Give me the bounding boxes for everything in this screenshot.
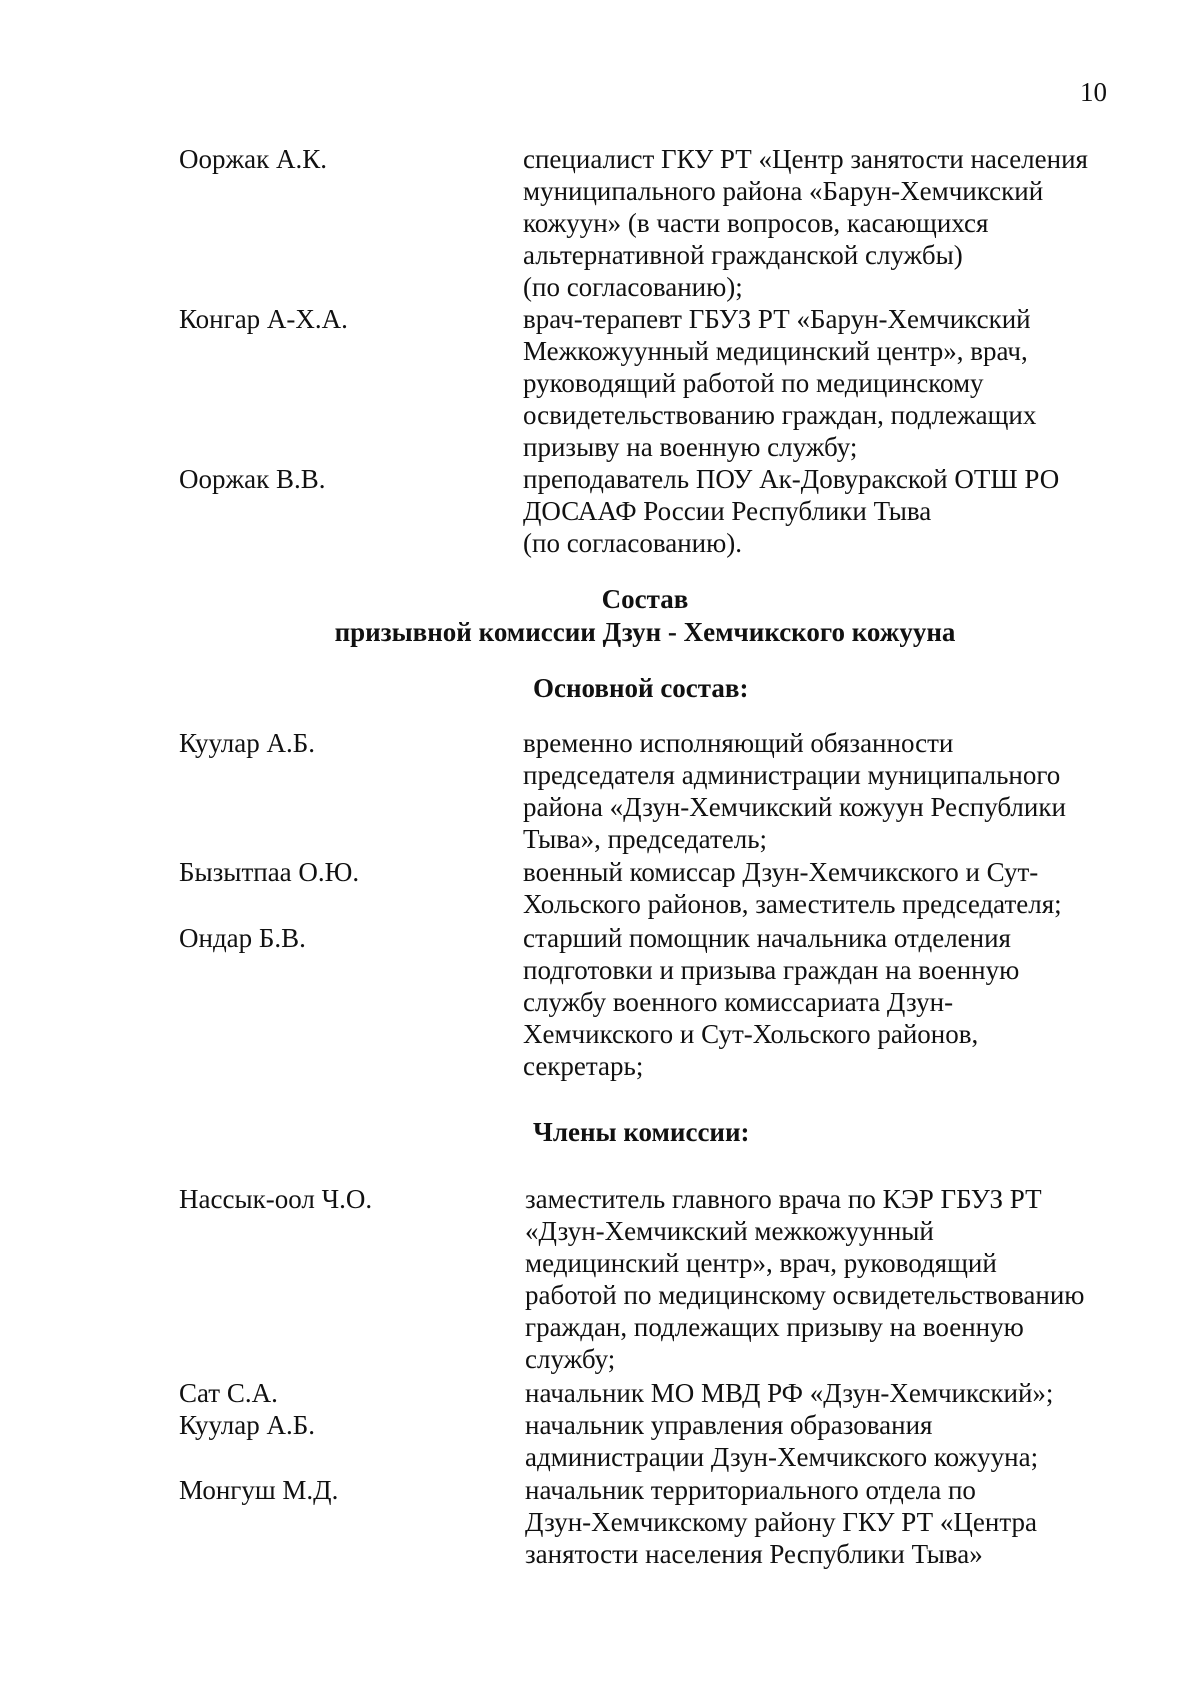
description-line: Тыва», председатель; [523, 824, 768, 854]
description-line: призыву на военную службу; [523, 432, 858, 462]
page-number: 10 [1080, 77, 1107, 107]
member-name: Конгар А-Х.А. [179, 304, 348, 334]
description-line: Дзун-Хемчикскому району ГКУ РТ «Центра [525, 1507, 1037, 1537]
description-line: временно исполняющий обязанности [523, 728, 954, 758]
description-line: подготовки и призыва граждан на военную [523, 955, 1020, 985]
description-line: руководящий работой по медицинскому [523, 368, 984, 398]
member-name: Монгуш М.Д. [179, 1475, 339, 1505]
description-line: Межкожуунный медицинский центр», врач, [523, 336, 1028, 366]
member-description [523, 143, 1103, 303]
description-line: председателя администрации муниципального [523, 760, 1061, 790]
description-line: альтернативной гражданской службы) [523, 240, 963, 270]
description-line: начальник управления образования [525, 1410, 933, 1440]
description-line: Хемчикского и Сут-Хольского районов, [523, 1019, 979, 1049]
members-heading: Члены комиссии: [533, 1117, 750, 1147]
member-name: Бызытпаа О.Ю. [179, 857, 360, 887]
description-line: муниципального района «Барун-Хемчикский [523, 176, 1044, 206]
description-line: администрации Дзун-Хемчикского кожууна; [525, 1442, 1039, 1472]
description-line: (по согласованию); [523, 272, 743, 302]
description-line: врач-терапевт ГБУЗ РТ «Барун-Хемчикский [523, 304, 1031, 334]
description-line: секретарь; [523, 1051, 644, 1081]
description-line: (по согласованию). [523, 528, 743, 558]
member-description [523, 303, 1103, 463]
member-description [525, 1474, 1105, 1570]
member-description [525, 1377, 1105, 1409]
member-name: Нассык-оол Ч.О. [179, 1184, 373, 1214]
description-line: «Дзун-Хемчикский межкожуунный [525, 1216, 934, 1246]
member-name: Куулар А.Б. [179, 728, 316, 758]
description-line: кожуун» (в части вопросов, касающихся [523, 208, 989, 238]
description-line: работой по медицинскому освидетельствованию [525, 1280, 1085, 1310]
member-name: Куулар А.Б. [179, 1410, 316, 1440]
member-name: Ооржак А.К. [179, 144, 328, 174]
description-line: начальник территориального отдела по [525, 1475, 976, 1505]
member-description [523, 727, 1103, 855]
description-line: старший помощник начальника отделения [523, 923, 1011, 953]
description-line: занятости населения Республики Тыва» [525, 1539, 983, 1569]
member-name: Ооржак В.В. [179, 464, 326, 494]
member-description [523, 463, 1103, 559]
description-line: Хольского районов, заместитель председателя; [523, 889, 1062, 919]
member-name: Ондар Б.В. [179, 923, 306, 953]
description-line: освидетельствованию граждан, подлежащих [523, 400, 1037, 430]
member-description [523, 922, 1103, 1082]
description-line: начальник МО МВД РФ «Дзун-Хемчикский»; [525, 1378, 1054, 1408]
main-composition-heading: Основной состав: [533, 673, 749, 703]
member-description [525, 1409, 1105, 1473]
description-line: медицинский центр», врач, руководящий [525, 1248, 997, 1278]
description-line: района «Дзун-Хемчикский кожуун Республики [523, 792, 1066, 822]
section-subtitle: призывной комиссии Дзун - Хемчикского кожууна [334, 617, 956, 647]
description-line: заместитель главного врача по КЭР ГБУЗ РТ [525, 1184, 1042, 1214]
description-line: службу военного комиссариата Дзун- [523, 987, 954, 1017]
description-line: граждан, подлежащих призыву на военную [525, 1312, 1024, 1342]
description-line: службу; [525, 1344, 616, 1374]
description-line: специалист ГКУ РТ «Центр занятости населения [523, 144, 1088, 174]
section-title: Состав [601, 584, 689, 614]
description-line: военный комиссар Дзун-Хемчикского и Сут- [523, 857, 1039, 887]
member-description [523, 856, 1103, 920]
member-name: Сат С.А. [179, 1378, 278, 1408]
description-line: ДОСААФ России Республики Тыва [523, 496, 932, 526]
description-line: преподаватель ПОУ Ак-Довуракской ОТШ РО [523, 464, 1060, 494]
member-description [525, 1183, 1105, 1375]
